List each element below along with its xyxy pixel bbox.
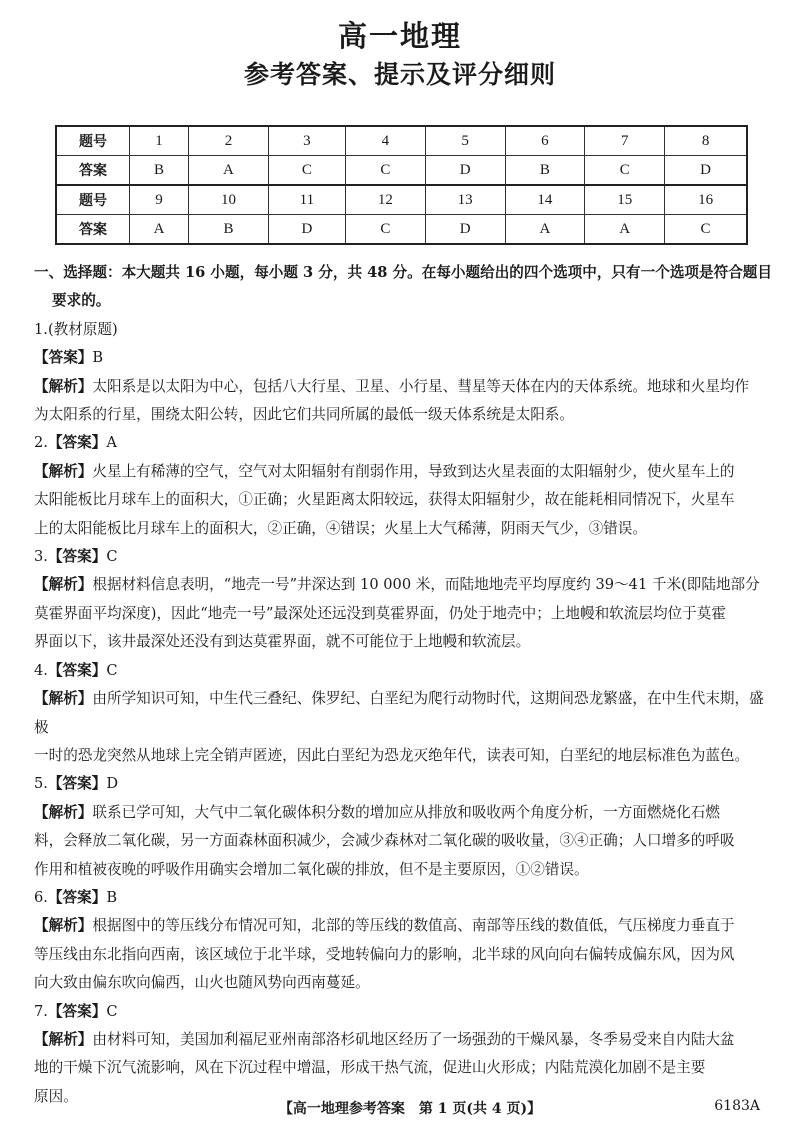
answer-cell: B <box>189 215 269 245</box>
answer-value: C <box>106 661 118 679</box>
answer-value: B <box>92 349 104 367</box>
question-3-answer <box>34 543 774 571</box>
analysis-text: 根据材料信息表明，“地壳一号”井深达到 10 000 米，而陆地地壳平均厚度约 39～41 千米(即陆地部分 <box>92 576 760 594</box>
question-number: 7 <box>585 126 665 156</box>
analysis-line: 一时的恐龙突然从地球上完全销声匿迹，因此白垩纪为恐龙灭绝年代，读表可知，白垩纪的地层标准色为蓝色。 <box>34 746 750 764</box>
answer-cell: D <box>665 156 747 186</box>
question-number: 16 <box>665 185 747 215</box>
question-number: 2 <box>189 126 269 156</box>
analysis-line: 等压线由东北指向西南，该区域位于北半球，受地转偏向力的影响，北半球的风向向右偏转成偏东风，因为风 <box>34 945 735 963</box>
answer-label: 【答案】 <box>34 349 93 367</box>
question-number: 8 <box>665 126 747 156</box>
question-2-analysis <box>34 458 774 486</box>
answer-value: D <box>106 775 119 793</box>
question-note: (教材原题) <box>47 320 118 338</box>
question-number: 15 <box>585 185 665 215</box>
answer-value: B <box>106 888 118 906</box>
question-number: 7. <box>34 1002 48 1020</box>
section-heading-cont: 要求的。 <box>52 292 111 310</box>
answer-label: 【答案】 <box>47 548 107 566</box>
answer-cell: D <box>425 215 505 245</box>
footer-page-info: 【高一地理参考答案 第 1 页(共 4 页)】 <box>278 1101 542 1117</box>
question-1-answer <box>34 344 774 372</box>
question-number: 4 <box>345 126 425 156</box>
question-2-answer <box>34 429 774 457</box>
question-3-analysis <box>34 571 774 599</box>
analysis-line: 为太阳系的行星，围绕太阳公转，因此它们共同所属的最低一级天体系统是太阳系。 <box>34 406 574 424</box>
analysis-label: 【解析】 <box>34 377 93 395</box>
row-label-question: 题号 <box>56 185 130 215</box>
answer-cell: A <box>189 156 269 186</box>
answer-cell: A <box>505 215 585 245</box>
answer-cell: A <box>585 215 665 245</box>
analysis-line: 上的太阳能板比月球车上的面积大，②正确，④错误；火星上大气稀薄，阴雨天气少，③错误。 <box>34 519 647 537</box>
analysis-text: 根据图中的等压线分布情况可知，北部的等压线的数值高、南部等压线的数值低，气压梯度力垂直于 <box>92 917 735 935</box>
question-number: 4. <box>34 661 48 679</box>
answer-cell: A <box>130 215 189 245</box>
analysis-line: 原因。 <box>34 1087 78 1105</box>
table-row-questions-1 <box>56 126 747 156</box>
analysis-label: 【解析】 <box>34 917 93 935</box>
analysis-text: 由所学知识可知，中生代三叠纪、侏罗纪、白垩纪为爬行动物时代，这期间恐龙繁盛，在中生代末期，盛极 <box>34 690 764 736</box>
page-subtitle: 参考答案、提示及评分细则 <box>243 60 556 89</box>
question-number: 11 <box>268 185 345 215</box>
question-6-answer <box>34 884 774 912</box>
analysis-text: 由材料可知，美国加利福尼亚州南部洛杉矶地区经历了一场强劲的干燥风暴，冬季易受来自内陆大盆 <box>92 1030 735 1048</box>
row-label-answer: 答案 <box>56 215 130 245</box>
answer-value: C <box>106 1002 118 1020</box>
analysis-text: 火星上有稀薄的空气，空气对太阳辐射有削弱作用，导致到达火星表面的太阳辐射少，使火星车上的 <box>92 462 735 480</box>
question-number: 9 <box>130 185 189 215</box>
answer-cell: C <box>345 215 425 245</box>
question-1-analysis <box>34 373 774 401</box>
answer-cell: C <box>665 215 747 245</box>
table-row-answers-2 <box>56 215 747 245</box>
analysis-label: 【解析】 <box>34 803 93 821</box>
question-number: 10 <box>189 185 269 215</box>
question-number: 1. <box>34 320 48 338</box>
section-heading: 一、选择题：本大题共 16 小题，每小题 3 分，共 48 分。在每小题给出的四个选项中，只有一个选项是符合题目 <box>34 264 772 281</box>
question-number: 2. <box>34 434 48 452</box>
analysis-line: 向大致由偏东吹向偏西，山火也随风势向西南蔓延。 <box>34 974 370 992</box>
answer-value: A <box>106 434 117 452</box>
analysis-line: 太阳能板比月球车上的面积大，①正确；火星距离太阳较远，获得太阳辐射少，故在能耗相同情况下，火星车 <box>34 491 735 509</box>
answer-label: 【答案】 <box>47 888 107 906</box>
answer-cell: B <box>130 156 189 186</box>
question-number: 14 <box>505 185 585 215</box>
analysis-label: 【解析】 <box>34 1030 93 1048</box>
analysis-text: 太阳系是以太阳为中心，包括八大行星、卫星、小行星、彗星等天体在内的天体系统。地球和火星均作 <box>92 377 750 395</box>
page-footer <box>0 1098 800 1122</box>
page-title: 高一地理 <box>337 19 462 53</box>
analysis-label: 【解析】 <box>34 462 93 480</box>
answer-cell: C <box>268 156 345 186</box>
answer-table <box>55 125 748 245</box>
analysis-label: 【解析】 <box>34 576 93 594</box>
question-7-analysis <box>34 1026 774 1054</box>
analysis-label: 【解析】 <box>34 690 93 708</box>
table-row-answers-1 <box>56 156 747 186</box>
table-row-questions-2 <box>56 185 747 215</box>
row-label-question: 题号 <box>56 126 130 156</box>
answer-value: C <box>106 548 118 566</box>
analysis-line: 莫霍界面平均深度)，因此“地壳一号”最深处还远没到莫霍界面，仍处于地壳中；上地幔和软流层均位于莫霍 <box>34 604 726 622</box>
question-number: 13 <box>425 185 505 215</box>
answer-explanations <box>34 259 774 1111</box>
answer-cell: C <box>585 156 665 186</box>
answer-label: 【答案】 <box>47 775 107 793</box>
analysis-line: 界面以下，该井最深处还没有到达莫霍界面，就不可能位于上地幔和软流层。 <box>34 633 531 651</box>
answer-cell: D <box>268 215 345 245</box>
question-number: 3. <box>34 548 48 566</box>
question-5-analysis <box>34 799 774 827</box>
question-number: 5 <box>425 126 505 156</box>
question-number: 3 <box>268 126 345 156</box>
row-label-answer: 答案 <box>56 156 130 186</box>
question-5-answer <box>34 770 774 798</box>
question-6-analysis <box>34 912 774 940</box>
question-7-answer <box>34 998 774 1026</box>
answer-label: 【答案】 <box>47 1002 107 1020</box>
question-4-analysis <box>34 685 774 742</box>
analysis-line: 料，会释放二氧化碳，另一方面森林面积减少，会减少森林对二氧化碳的吸收量，③④正确；人口增多的呼吸 <box>34 832 735 850</box>
analysis-line: 作用和植被夜晚的呼吸作用确实会增加二氧化碳的排放，但不是主要原因，①②错误。 <box>34 860 589 878</box>
answer-label: 【答案】 <box>47 661 107 679</box>
footer-code: 6183A <box>714 1098 760 1114</box>
question-1-header <box>34 316 774 344</box>
answer-label: 【答案】 <box>47 434 107 452</box>
answer-cell: D <box>425 156 505 186</box>
question-number: 12 <box>345 185 425 215</box>
answer-cell: B <box>505 156 585 186</box>
question-number: 6. <box>34 888 48 906</box>
analysis-line: 地的干燥下沉气流影响，风在下沉过程中增温，形成干热气流，促进山火形成；内陆荒漠化加剧不是主要 <box>34 1059 706 1077</box>
question-number: 6 <box>505 126 585 156</box>
answer-cell: C <box>345 156 425 186</box>
question-number: 5. <box>34 775 48 793</box>
analysis-text: 联系已学可知，大气中二氧化碳体积分数的增加应从排放和吸收两个角度分析，一方面燃烧化石燃 <box>92 803 720 821</box>
question-4-answer <box>34 657 774 685</box>
question-number: 1 <box>130 126 189 156</box>
